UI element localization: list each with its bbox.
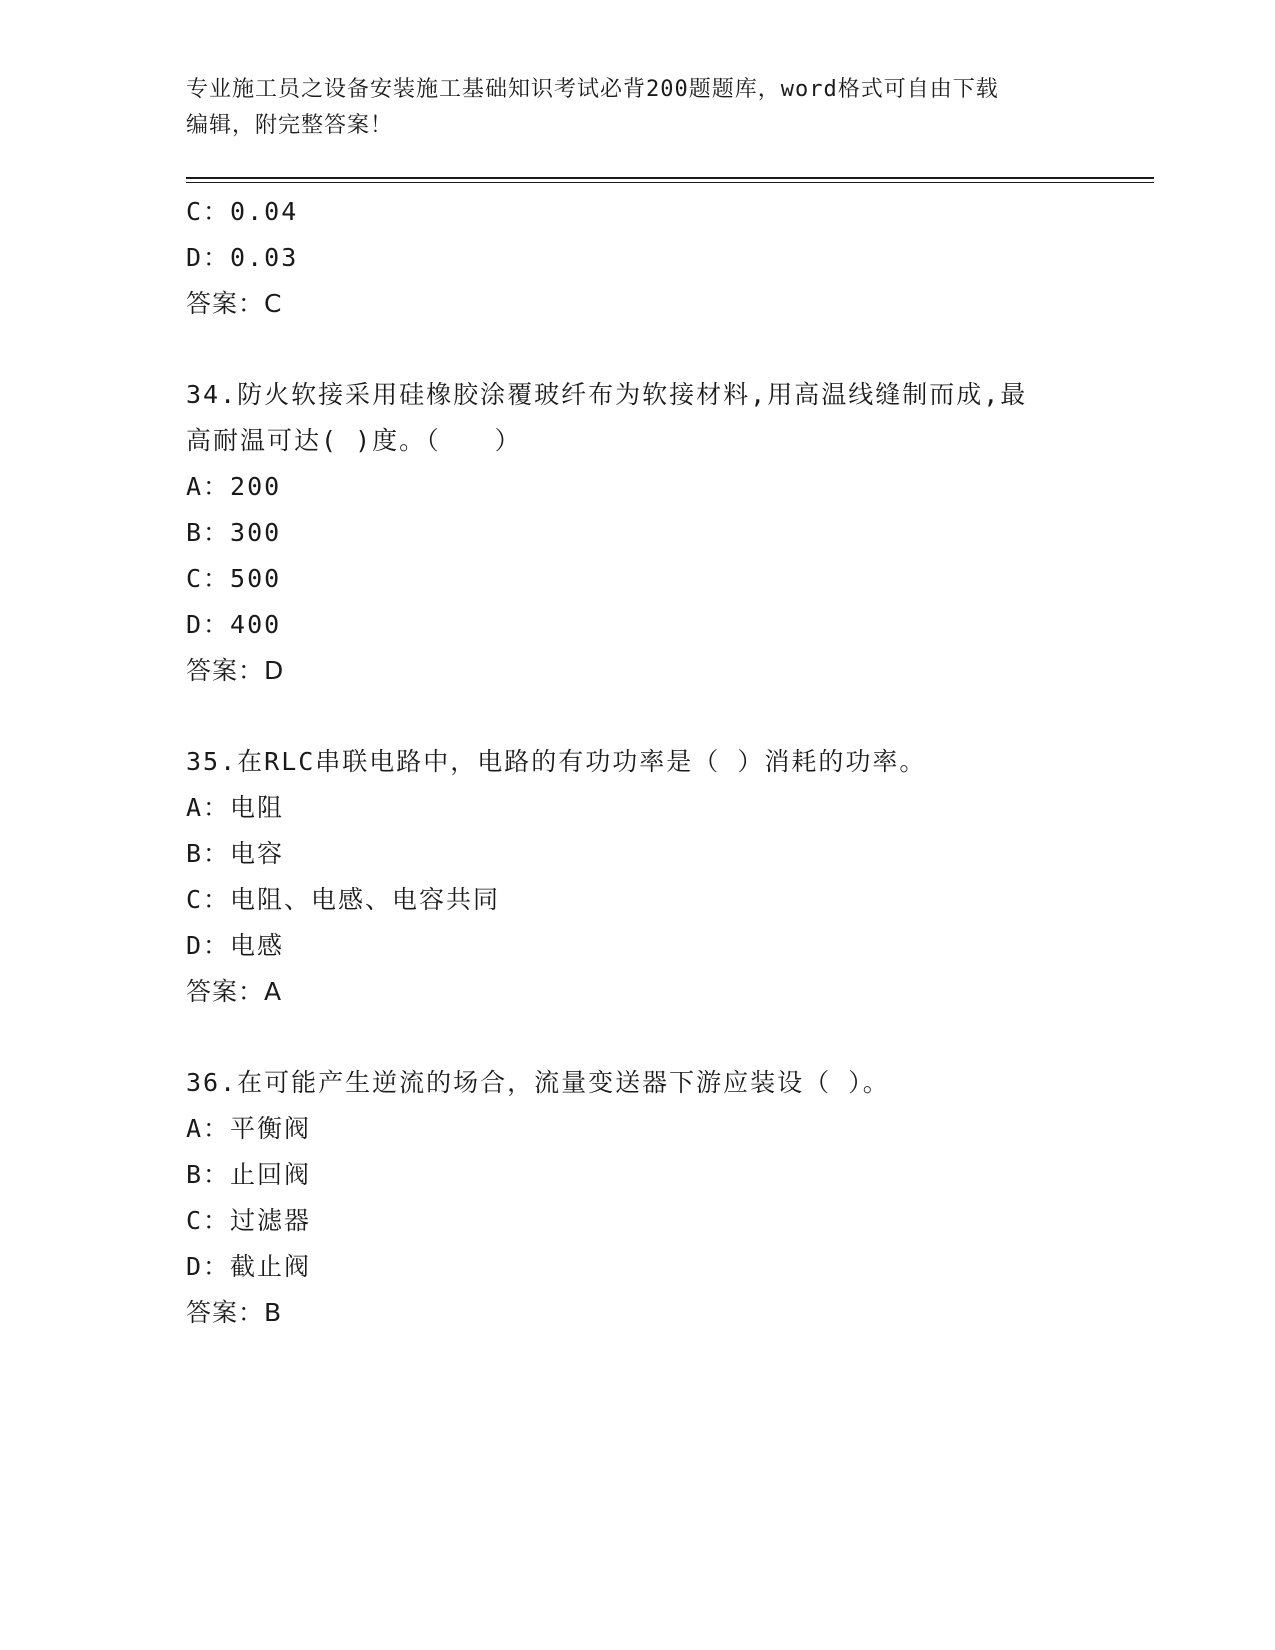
option-d: D：0.03 [186,243,299,272]
option-d: D：电感 [186,931,285,960]
question-list [186,189,1086,1336]
option-b: B：300 [186,518,282,547]
question-stem-line: 36.在可能产生逆流的场合，流量变送器下游应装设（ ）。 [186,1068,890,1097]
question-spacer [186,327,1086,372]
page-header [186,72,1086,144]
option-d: D：截止阀 [186,1252,312,1281]
header-divider-thin [186,182,1154,183]
header-divider-thick [186,177,1154,179]
option-c: C：0.04 [186,197,299,226]
question-stem-line: 高耐温可达( )度。（ ） [186,426,522,455]
option-c: C：500 [186,564,282,593]
answer-line: 答案：C [186,289,283,318]
answer-line: 答案：A [186,977,283,1006]
question-36 [186,1060,1086,1336]
question-stem-line: 34.防火软接采用硅橡胶涂覆玻纤布为软接材料,用高温线缝制而成,最 [186,380,1028,409]
option-a: A：200 [186,472,282,501]
answer-line: 答案：D [186,656,285,685]
option-c: C：过滤器 [186,1206,312,1235]
question-stem-line: 35.在RLC串联电路中，电路的有功功率是（ ）消耗的功率。 [186,747,927,776]
option-a: A：电阻 [186,793,285,822]
question-spacer [186,694,1086,739]
header-title-line-2: 编辑，附完整答案！ [186,113,394,138]
header-title-line-1: 专业施工员之设备安装施工基础知识考试必背200题题库，word格式可自由下载 [186,77,999,102]
option-b: B：电容 [186,839,285,868]
option-a: A：平衡阀 [186,1114,312,1143]
question-spacer [186,1015,1086,1060]
option-c: C：电阻、电感、电容共同 [186,885,501,914]
answer-line: 答案：B [186,1298,283,1327]
option-b: B：止回阀 [186,1160,312,1189]
question-34 [186,372,1086,694]
question-35 [186,739,1086,1015]
question-33-continued [186,189,1086,327]
option-d: D：400 [186,610,282,639]
